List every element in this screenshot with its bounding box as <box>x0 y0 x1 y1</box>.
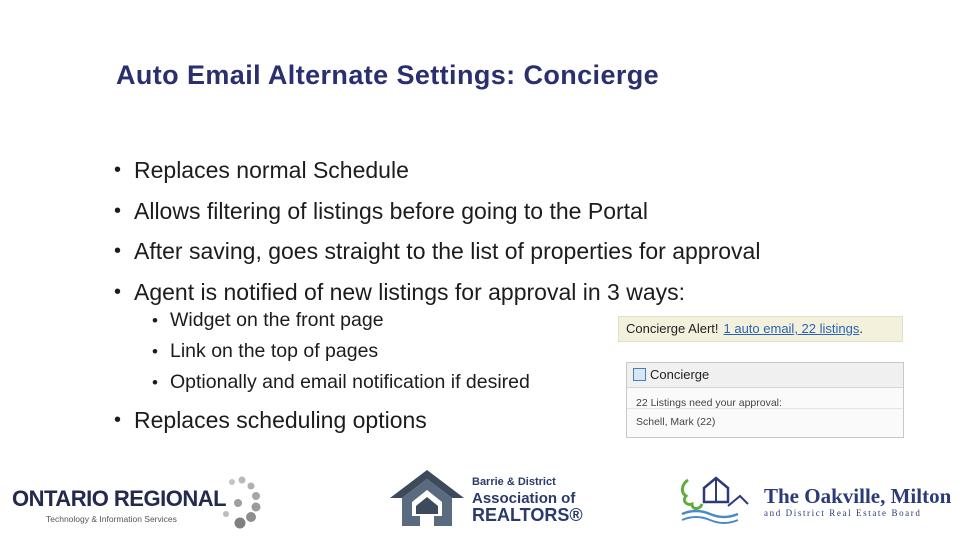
ontario-regional-logo <box>12 474 252 532</box>
concierge-panel-header <box>627 363 903 388</box>
bullet-item: • Replaces normal Schedule <box>114 150 760 191</box>
sub-bullet-list <box>152 305 530 398</box>
concierge-panel-title: Concierge <box>650 367 710 382</box>
bullet-item: • Allows filtering of listings before going to the Portal <box>114 191 760 232</box>
barrie-realtors-logo <box>388 468 583 530</box>
alert-period: . <box>859 321 863 336</box>
bullet-item-last: • Replaces scheduling options <box>114 400 427 440</box>
sub-bullet-item: • Widget on the front page <box>152 305 530 336</box>
bullet-item: • After saving, goes straight to the list of properties for approval <box>114 231 760 272</box>
calendar-icon <box>633 368 646 381</box>
bullet-item: • Agent is notified of new listings for approval in 3 ways: <box>114 272 760 313</box>
sub-bullet-item: • Optionally and email notification if desired <box>152 367 530 398</box>
agent-link[interactable]: Schell, Mark (22) <box>636 416 716 428</box>
oakville-logo-line1: The Oakville, Milton <box>764 484 952 508</box>
dots-icon <box>218 474 262 532</box>
alert-label: Concierge Alert! <box>626 321 719 336</box>
concierge-panel <box>626 362 904 438</box>
barrie-logo-line2: Association of <box>472 490 576 507</box>
house-emblem-icon <box>388 468 466 530</box>
leaf-house-emblem-icon <box>678 470 752 528</box>
ontario-logo-name: ONTARIO REGIONAL <box>12 486 227 511</box>
ontario-logo-subtitle: Technology & Information Services <box>46 514 177 524</box>
sub-bullet-item: • Link on the top of pages <box>152 336 530 367</box>
concierge-alert-widget <box>618 316 903 342</box>
oakville-milton-logo <box>678 470 952 530</box>
page-title: Auto Email Alternate Settings: Concierge <box>116 60 660 90</box>
approval-count-text: 22 Listings need your approval: <box>627 390 903 409</box>
bullet-list <box>114 150 760 312</box>
oakville-logo-line2: and District Real Estate Board <box>764 508 922 518</box>
barrie-logo-line1: Barrie & District <box>472 476 556 488</box>
alert-link[interactable]: 1 auto email, 22 listings <box>723 321 860 336</box>
barrie-logo-line3: REALTORS® <box>472 505 583 525</box>
